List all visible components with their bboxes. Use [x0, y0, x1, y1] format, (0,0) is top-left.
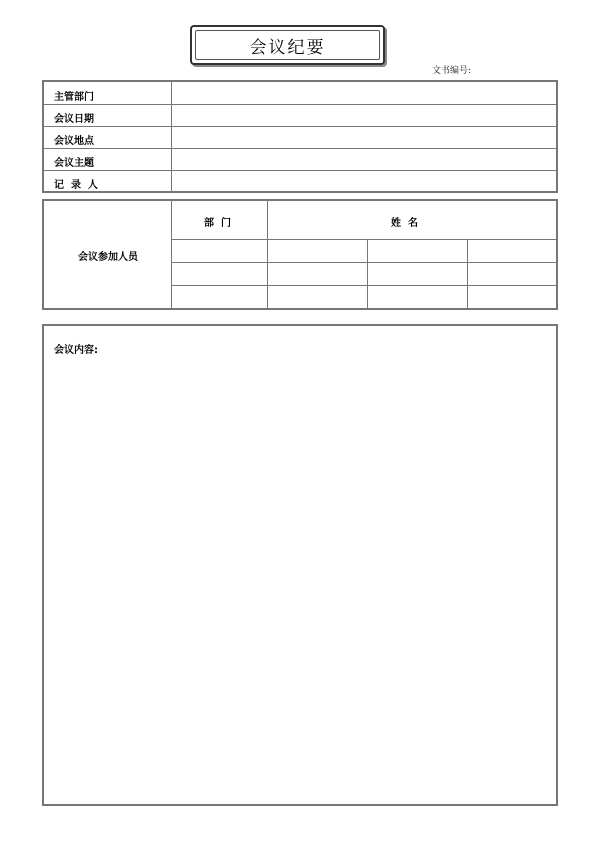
info-row-divider — [44, 126, 556, 127]
attendees-name-divider — [367, 239, 368, 308]
attendees-row-divider — [171, 285, 556, 286]
info-table — [42, 80, 558, 193]
attendees-label-divider — [171, 201, 172, 308]
info-row-divider — [44, 104, 556, 105]
attendees-name-divider — [467, 239, 468, 308]
info-label-location: 会议地点 — [54, 136, 94, 147]
attendees-row-divider — [171, 239, 556, 240]
info-label-department: 主管部门 — [54, 92, 94, 103]
info-row-divider — [44, 170, 556, 171]
attendees-label: 会议参加人员 — [78, 252, 138, 263]
info-label-topic: 会议主题 — [54, 158, 94, 169]
info-label-date: 会议日期 — [54, 114, 94, 125]
info-row-divider — [44, 148, 556, 149]
content-label: 会议内容: — [54, 345, 98, 356]
doc-number-label: 文书编号: — [432, 66, 472, 76]
attendees-row-divider — [171, 262, 556, 263]
content-box[interactable] — [42, 324, 558, 806]
title-box — [190, 25, 385, 65]
attendees-table — [42, 199, 558, 310]
department-header: 部 门 — [204, 218, 231, 229]
name-header: 姓 名 — [391, 218, 418, 229]
page-title: 会议纪要 — [249, 37, 326, 58]
info-label-recorder: 记 录 人 — [54, 180, 98, 191]
attendees-dept-divider — [267, 201, 268, 308]
info-column-divider — [171, 82, 172, 191]
